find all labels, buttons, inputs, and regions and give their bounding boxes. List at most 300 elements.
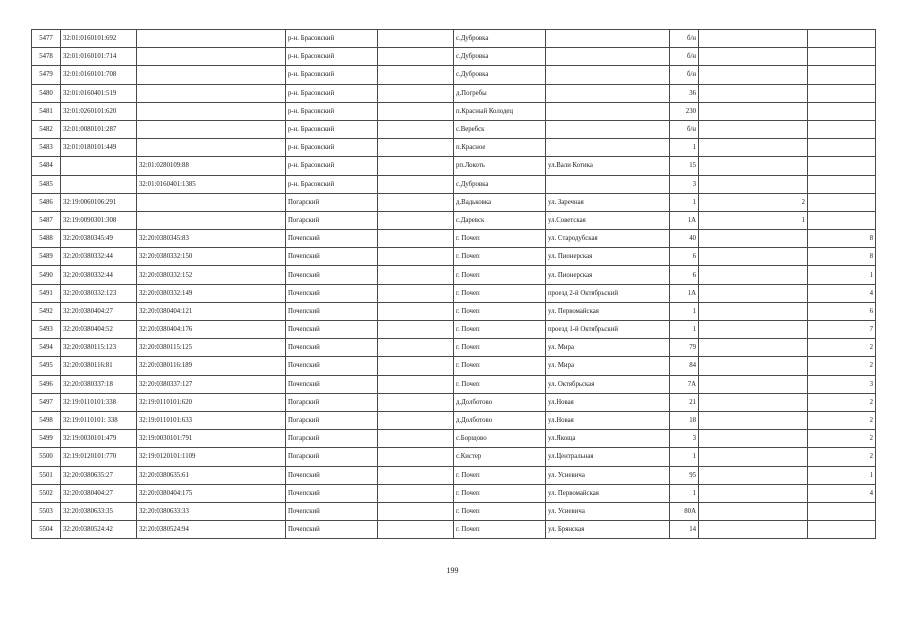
settlement-type-cell	[378, 211, 454, 229]
apartment-number-cell: 8	[808, 230, 876, 248]
district-cell: Погарский	[286, 448, 378, 466]
table-row	[32, 466, 876, 484]
building-cadastral-number-cell	[137, 30, 286, 48]
district-cell: Почепский	[286, 248, 378, 266]
district-cell: Почепский	[286, 302, 378, 320]
settlement-type-cell	[378, 30, 454, 48]
apartment-number-cell: 2	[808, 411, 876, 429]
house-number-cell: 3	[670, 430, 699, 448]
row-number-cell: 5485	[32, 175, 61, 193]
locality-cell: г. Почеп	[454, 339, 546, 357]
row-number-cell: 5502	[32, 484, 61, 502]
street-cell: ул.Вали Котика	[546, 157, 670, 175]
locality-cell: д.Долботово	[454, 393, 546, 411]
settlement-type-cell	[378, 66, 454, 84]
table-row	[32, 339, 876, 357]
street-cell	[546, 66, 670, 84]
street-cell: ул. Мира	[546, 357, 670, 375]
street-cell: ул. Брянская	[546, 521, 670, 539]
row-number-cell: 5499	[32, 430, 61, 448]
locality-cell: с.Дубровка	[454, 30, 546, 48]
locality-cell: г. Почеп	[454, 266, 546, 284]
settlement-type-cell	[378, 175, 454, 193]
row-number-cell: 5478	[32, 48, 61, 66]
district-cell: р-н. Брасовский	[286, 157, 378, 175]
street-cell: ул.Центральная	[546, 448, 670, 466]
building-number-cell	[699, 157, 808, 175]
settlement-type-cell	[378, 284, 454, 302]
row-number-cell: 5504	[32, 521, 61, 539]
building-number-cell	[699, 321, 808, 339]
table-row	[32, 411, 876, 429]
building-cadastral-number-cell: 32:19:0110101:633	[137, 411, 286, 429]
street-cell: ул. Усиевича	[546, 466, 670, 484]
building-cadastral-number-cell: 32:20:0380404:176	[137, 321, 286, 339]
apartment-number-cell: 7	[808, 321, 876, 339]
street-cell: ул. Заречная	[546, 193, 670, 211]
locality-cell: с.Дубровка	[454, 48, 546, 66]
building-number-cell	[699, 302, 808, 320]
building-number-cell	[699, 375, 808, 393]
district-cell: р-н. Брасовский	[286, 66, 378, 84]
table-row	[32, 48, 876, 66]
apartment-number-cell: 2	[808, 339, 876, 357]
building-number-cell	[699, 175, 808, 193]
house-number-cell: 14	[670, 521, 699, 539]
building-cadastral-number-cell: 32:20:0380115:125	[137, 339, 286, 357]
district-cell: Погарский	[286, 193, 378, 211]
building-number-cell	[699, 230, 808, 248]
table-row	[32, 375, 876, 393]
apartment-number-cell	[808, 66, 876, 84]
locality-cell: г. Почеп	[454, 502, 546, 520]
row-number-cell: 5495	[32, 357, 61, 375]
apartment-number-cell	[808, 521, 876, 539]
building-cadastral-number-cell: 32:20:0380404:121	[137, 302, 286, 320]
locality-cell: д.Вадьковка	[454, 193, 546, 211]
house-number-cell: 15	[670, 157, 699, 175]
row-number-cell: 5477	[32, 30, 61, 48]
apartment-number-cell	[808, 502, 876, 520]
apartment-number-cell	[808, 102, 876, 120]
street-cell: ул.Новая	[546, 393, 670, 411]
cadastral-number-cell: 32:01:0160401:519	[61, 84, 137, 102]
apartment-number-cell: 8	[808, 248, 876, 266]
locality-cell: г. Почеп	[454, 284, 546, 302]
apartment-number-cell: 4	[808, 484, 876, 502]
table-row	[32, 248, 876, 266]
street-cell	[546, 48, 670, 66]
building-number-cell	[699, 466, 808, 484]
building-cadastral-number-cell: 32:20:0380635:61	[137, 466, 286, 484]
table-row	[32, 211, 876, 229]
cadastral-number-cell: 32:01:0080101:287	[61, 120, 137, 138]
table-row	[32, 30, 876, 48]
building-cadastral-number-cell	[137, 66, 286, 84]
district-cell: Погарский	[286, 411, 378, 429]
building-number-cell	[699, 411, 808, 429]
cadastral-number-cell: 32:20:0380345:49	[61, 230, 137, 248]
house-number-cell: 80А	[670, 502, 699, 520]
row-number-cell: 5481	[32, 102, 61, 120]
building-cadastral-number-cell: 32:01:0280109:88	[137, 157, 286, 175]
street-cell	[546, 84, 670, 102]
building-cadastral-number-cell	[137, 102, 286, 120]
table-row	[32, 193, 876, 211]
table-row	[32, 521, 876, 539]
apartment-number-cell: 2	[808, 393, 876, 411]
building-number-cell	[699, 66, 808, 84]
locality-cell: д.Долботово	[454, 411, 546, 429]
building-cadastral-number-cell: 32:20:0380332:150	[137, 248, 286, 266]
row-number-cell: 5501	[32, 466, 61, 484]
locality-cell: с.Борщово	[454, 430, 546, 448]
building-number-cell	[699, 120, 808, 138]
building-number-cell	[699, 521, 808, 539]
settlement-type-cell	[378, 339, 454, 357]
building-number-cell: 2	[699, 193, 808, 211]
cadastral-number-cell	[61, 175, 137, 193]
building-number-cell	[699, 139, 808, 157]
locality-cell: с.Дубровка	[454, 175, 546, 193]
settlement-type-cell	[378, 411, 454, 429]
district-cell: Погарский	[286, 211, 378, 229]
cadastral-number-cell: 32:19:0110101: 338	[61, 411, 137, 429]
street-cell: ул.Новая	[546, 411, 670, 429]
street-cell: ул. Октябрьская	[546, 375, 670, 393]
apartment-number-cell	[808, 175, 876, 193]
district-cell: Почепский	[286, 375, 378, 393]
cadastral-number-cell: 32:01:0180101:449	[61, 139, 137, 157]
locality-cell: г. Почеп	[454, 230, 546, 248]
page-number: 199	[446, 566, 459, 575]
building-number-cell	[699, 484, 808, 502]
street-cell	[546, 120, 670, 138]
house-number-cell: 79	[670, 339, 699, 357]
locality-cell: г. Почеп	[454, 248, 546, 266]
locality-cell: рп.Локоть	[454, 157, 546, 175]
settlement-type-cell	[378, 448, 454, 466]
building-number-cell	[699, 393, 808, 411]
apartment-number-cell	[808, 193, 876, 211]
settlement-type-cell	[378, 521, 454, 539]
building-cadastral-number-cell: 32:20:0380345:83	[137, 230, 286, 248]
district-cell: Погарский	[286, 393, 378, 411]
cadastral-number-cell: 32:20:0380337:18	[61, 375, 137, 393]
row-number-cell: 5487	[32, 211, 61, 229]
cadastral-number-cell: 32:19:0120101:770	[61, 448, 137, 466]
registry-body	[32, 30, 876, 539]
row-number-cell: 5479	[32, 66, 61, 84]
apartment-number-cell	[808, 120, 876, 138]
building-number-cell	[699, 102, 808, 120]
locality-cell: д.Погребы	[454, 84, 546, 102]
locality-cell: г. Почеп	[454, 302, 546, 320]
apartment-number-cell: 3	[808, 375, 876, 393]
table-row	[32, 266, 876, 284]
building-cadastral-number-cell: 32:20:0380116:189	[137, 357, 286, 375]
apartment-number-cell	[808, 157, 876, 175]
cadastral-number-cell: 32:20:0380404:27	[61, 302, 137, 320]
settlement-type-cell	[378, 139, 454, 157]
cadastral-number-cell: 32:01:0160101:692	[61, 30, 137, 48]
table-row	[32, 357, 876, 375]
cadastral-number-cell: 32:20:0380633:35	[61, 502, 137, 520]
cadastral-number-cell: 32:20:0380404:52	[61, 321, 137, 339]
apartment-number-cell: 4	[808, 284, 876, 302]
settlement-type-cell	[378, 357, 454, 375]
registry-table	[31, 29, 876, 539]
cadastral-number-cell: 32:01:0260101:620	[61, 102, 137, 120]
district-cell: р-н. Брасовский	[286, 175, 378, 193]
street-cell: проезд 1-й Октябрьский	[546, 321, 670, 339]
district-cell: р-н. Брасовский	[286, 102, 378, 120]
settlement-type-cell	[378, 393, 454, 411]
apartment-number-cell	[808, 48, 876, 66]
district-cell: Почепский	[286, 321, 378, 339]
district-cell: Почепский	[286, 339, 378, 357]
row-number-cell: 5486	[32, 193, 61, 211]
locality-cell: г. Почеп	[454, 484, 546, 502]
settlement-type-cell	[378, 157, 454, 175]
row-number-cell: 5491	[32, 284, 61, 302]
building-number-cell	[699, 84, 808, 102]
table-row	[32, 175, 876, 193]
apartment-number-cell	[808, 211, 876, 229]
building-number-cell	[699, 48, 808, 66]
cadastral-number-cell: 32:20:0380524:42	[61, 521, 137, 539]
table-row	[32, 102, 876, 120]
settlement-type-cell	[378, 321, 454, 339]
row-number-cell: 5494	[32, 339, 61, 357]
house-number-cell: 21	[670, 393, 699, 411]
building-number-cell	[699, 430, 808, 448]
district-cell: р-н. Брасовский	[286, 48, 378, 66]
locality-cell: г. Почеп	[454, 466, 546, 484]
locality-cell: с.Даревск	[454, 211, 546, 229]
table-row	[32, 430, 876, 448]
district-cell: Почепский	[286, 284, 378, 302]
house-number-cell: 1	[670, 139, 699, 157]
house-number-cell: 95	[670, 466, 699, 484]
cadastral-number-cell: 32:20:0380116:81	[61, 357, 137, 375]
house-number-cell: б/н	[670, 66, 699, 84]
locality-cell: г. Почеп	[454, 357, 546, 375]
table-row	[32, 84, 876, 102]
building-cadastral-number-cell: 32:19:0120101:1109	[137, 448, 286, 466]
house-number-cell: б/н	[670, 48, 699, 66]
district-cell: Почепский	[286, 466, 378, 484]
building-cadastral-number-cell	[137, 48, 286, 66]
settlement-type-cell	[378, 84, 454, 102]
district-cell: р-н. Брасовский	[286, 139, 378, 157]
building-cadastral-number-cell: 32:20:0380332:152	[137, 266, 286, 284]
cadastral-number-cell: 32:20:0380332:44	[61, 248, 137, 266]
row-number-cell: 5482	[32, 120, 61, 138]
street-cell: ул. Первомайская	[546, 302, 670, 320]
building-cadastral-number-cell: 32:01:0160401:1385	[137, 175, 286, 193]
house-number-cell: 1А	[670, 211, 699, 229]
row-number-cell: 5480	[32, 84, 61, 102]
settlement-type-cell	[378, 266, 454, 284]
house-number-cell: 7А	[670, 375, 699, 393]
district-cell: Почепский	[286, 502, 378, 520]
table-row	[32, 448, 876, 466]
street-cell: ул.Советская	[546, 211, 670, 229]
street-cell: ул. Первомайская	[546, 484, 670, 502]
row-number-cell: 5498	[32, 411, 61, 429]
building-cadastral-number-cell: 32:19:0110101:620	[137, 393, 286, 411]
district-cell: Погарский	[286, 430, 378, 448]
district-cell: Почепский	[286, 266, 378, 284]
house-number-cell: 1	[670, 193, 699, 211]
table-row	[32, 157, 876, 175]
building-cadastral-number-cell	[137, 139, 286, 157]
table-row	[32, 139, 876, 157]
building-number-cell	[699, 448, 808, 466]
district-cell: р-н. Брасовский	[286, 120, 378, 138]
table-row	[32, 120, 876, 138]
apartment-number-cell: 1	[808, 466, 876, 484]
apartment-number-cell: 6	[808, 302, 876, 320]
building-cadastral-number-cell: 32:20:0380332:149	[137, 284, 286, 302]
house-number-cell: 3	[670, 175, 699, 193]
settlement-type-cell	[378, 248, 454, 266]
house-number-cell: 230	[670, 102, 699, 120]
cadastral-number-cell: 32:19:0090301:308	[61, 211, 137, 229]
cadastral-number-cell: 32:01:0160101:714	[61, 48, 137, 66]
building-cadastral-number-cell	[137, 120, 286, 138]
street-cell	[546, 30, 670, 48]
locality-cell: г. Почеп	[454, 521, 546, 539]
locality-cell: г. Почеп	[454, 375, 546, 393]
house-number-cell: 36	[670, 84, 699, 102]
house-number-cell: 18	[670, 411, 699, 429]
building-number-cell	[699, 502, 808, 520]
street-cell: ул. Усиевича	[546, 502, 670, 520]
settlement-type-cell	[378, 302, 454, 320]
cadastral-number-cell: 32:19:0030101:479	[61, 430, 137, 448]
district-cell: Почепский	[286, 521, 378, 539]
apartment-number-cell	[808, 139, 876, 157]
cadastral-number-cell	[61, 157, 137, 175]
locality-cell: г. Почеп	[454, 321, 546, 339]
settlement-type-cell	[378, 193, 454, 211]
cadastral-number-cell: 32:19:0060106:291	[61, 193, 137, 211]
row-number-cell: 5483	[32, 139, 61, 157]
row-number-cell: 5490	[32, 266, 61, 284]
street-cell	[546, 175, 670, 193]
apartment-number-cell: 2	[808, 448, 876, 466]
district-cell: Почепский	[286, 357, 378, 375]
cadastral-number-cell: 32:20:0380635:27	[61, 466, 137, 484]
table-row	[32, 484, 876, 502]
building-cadastral-number-cell: 32:20:0380524:94	[137, 521, 286, 539]
settlement-type-cell	[378, 230, 454, 248]
building-cadastral-number-cell	[137, 211, 286, 229]
row-number-cell: 5500	[32, 448, 61, 466]
apartment-number-cell: 1	[808, 266, 876, 284]
house-number-cell: 6	[670, 266, 699, 284]
row-number-cell: 5497	[32, 393, 61, 411]
apartment-number-cell: 2	[808, 357, 876, 375]
building-cadastral-number-cell	[137, 193, 286, 211]
cadastral-number-cell: 32:20:0380332:44	[61, 266, 137, 284]
locality-cell: п.Красное	[454, 139, 546, 157]
building-number-cell	[699, 30, 808, 48]
settlement-type-cell	[378, 48, 454, 66]
settlement-type-cell	[378, 466, 454, 484]
row-number-cell: 5484	[32, 157, 61, 175]
locality-cell: п.Красный Колодец	[454, 102, 546, 120]
house-number-cell: 40	[670, 230, 699, 248]
street-cell: ул. Стародубская	[546, 230, 670, 248]
street-cell: проезд 2-й Октябрьский	[546, 284, 670, 302]
table-row	[32, 66, 876, 84]
street-cell	[546, 102, 670, 120]
street-cell: ул. Пионерская	[546, 266, 670, 284]
cadastral-number-cell: 32:01:0160101:708	[61, 66, 137, 84]
building-number-cell	[699, 339, 808, 357]
house-number-cell: 1А	[670, 284, 699, 302]
table-row	[32, 230, 876, 248]
settlement-type-cell	[378, 430, 454, 448]
row-number-cell: 5503	[32, 502, 61, 520]
district-cell: Почепский	[286, 230, 378, 248]
row-number-cell: 5496	[32, 375, 61, 393]
row-number-cell: 5489	[32, 248, 61, 266]
row-number-cell: 5492	[32, 302, 61, 320]
building-number-cell	[699, 357, 808, 375]
apartment-number-cell: 2	[808, 430, 876, 448]
district-cell: р-н. Брасовский	[286, 30, 378, 48]
cadastral-number-cell: 32:20:0380332:123	[61, 284, 137, 302]
locality-cell: с.Дубровка	[454, 66, 546, 84]
house-number-cell: б/н	[670, 30, 699, 48]
building-cadastral-number-cell: 32:19:0030101:791	[137, 430, 286, 448]
building-number-cell	[699, 248, 808, 266]
house-number-cell: 1	[670, 484, 699, 502]
row-number-cell: 5488	[32, 230, 61, 248]
settlement-type-cell	[378, 375, 454, 393]
district-cell: р-н. Брасовский	[286, 84, 378, 102]
house-number-cell: 1	[670, 448, 699, 466]
street-cell	[546, 139, 670, 157]
settlement-type-cell	[378, 102, 454, 120]
building-cadastral-number-cell	[137, 84, 286, 102]
house-number-cell: 1	[670, 302, 699, 320]
settlement-type-cell	[378, 502, 454, 520]
building-cadastral-number-cell: 32:20:0380404:175	[137, 484, 286, 502]
street-cell: ул.Якоща	[546, 430, 670, 448]
row-number-cell: 5493	[32, 321, 61, 339]
settlement-type-cell	[378, 484, 454, 502]
table-row	[32, 502, 876, 520]
district-cell: Почепский	[286, 484, 378, 502]
street-cell: ул. Мира	[546, 339, 670, 357]
locality-cell: с.Кистер	[454, 448, 546, 466]
house-number-cell: б/н	[670, 120, 699, 138]
table-row	[32, 393, 876, 411]
apartment-number-cell	[808, 30, 876, 48]
house-number-cell: 6	[670, 248, 699, 266]
locality-cell: с.Веребск	[454, 120, 546, 138]
house-number-cell: 1	[670, 321, 699, 339]
table-row	[32, 284, 876, 302]
house-number-cell: 84	[670, 357, 699, 375]
cadastral-number-cell: 32:20:0380404:27	[61, 484, 137, 502]
street-cell: ул. Пионерская	[546, 248, 670, 266]
